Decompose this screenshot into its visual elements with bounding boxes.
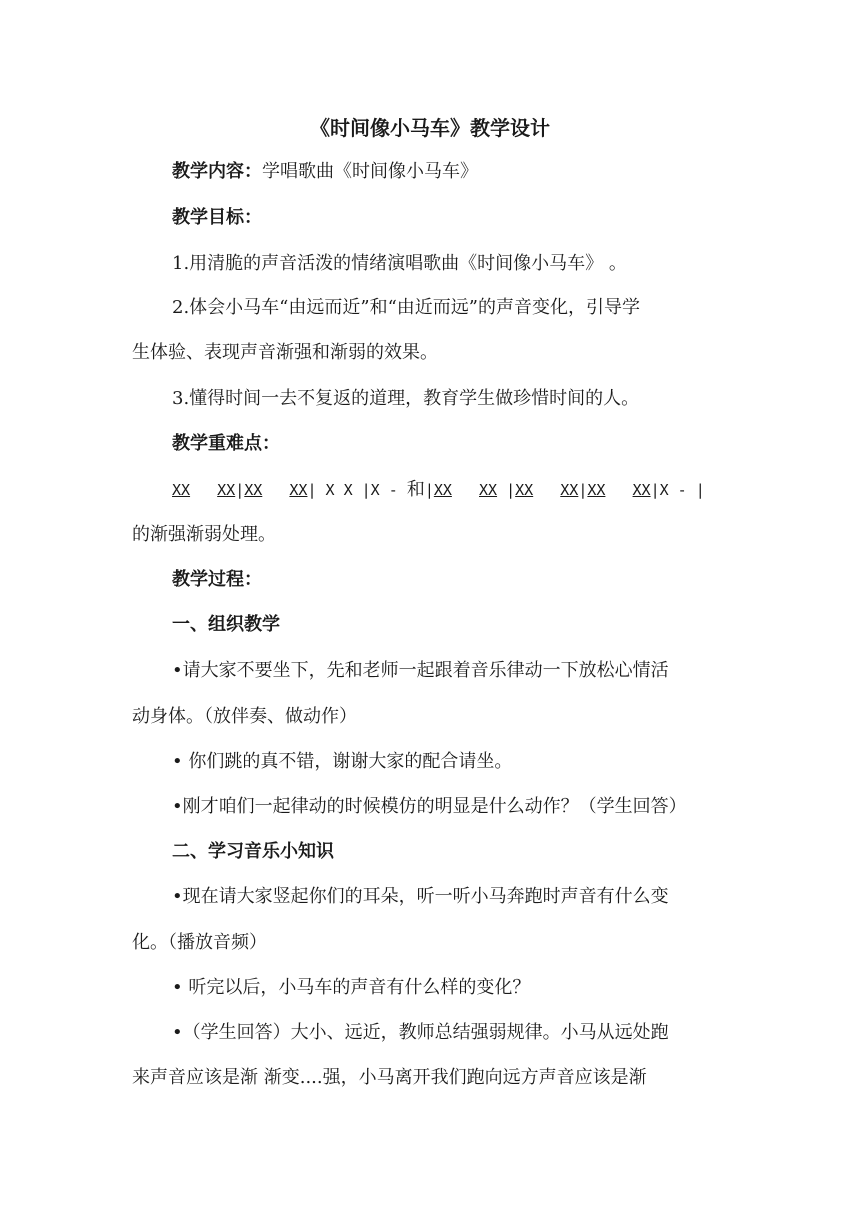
section-1-paragraph-2: • 你们跳的真不错，谢谢大家的配合请坐。	[172, 751, 513, 772]
rhythm-note: XX	[587, 481, 606, 499]
goal-2-line-2: 生体验、表现声音渐强和渐弱的效果。	[132, 342, 438, 363]
rhythm-note: XX	[632, 481, 651, 499]
rhythm-notation-line: XX XX|XX XX| X X |X - 和|XX XX |XX XX|XX XX|X - |	[172, 479, 705, 500]
section-1-paragraph-1-line-1: •请大家不要坐下，先和老师一起跟着音乐律动一下放松心情活	[172, 660, 669, 681]
goal-2-line-1: 2.体会小马车“由远而近”和“由近而远”的声音变化，引导学	[172, 297, 640, 318]
section-2-heading: 二、学习音乐小知识	[172, 841, 334, 862]
teaching-process-label: 教学过程：	[172, 569, 262, 590]
teaching-content-line	[172, 160, 478, 184]
section-2-paragraph-1-line-1: •现在请大家竖起你们的耳朵，听一听小马奔跑时声音有什么变	[172, 886, 669, 907]
key-points-label: 教学重难点：	[172, 433, 280, 454]
rhythm-note: XX	[433, 481, 452, 499]
goal-1: 1.用清脆的声音活泼的情绪演唱歌曲《时间像小马车》 。	[172, 253, 627, 274]
section-2-paragraph-3-line-2: 来声音应该是渐 渐变....强，小马离开我们跑向远方声音应该是渐	[132, 1067, 647, 1088]
rhythm-note: XX	[289, 481, 308, 499]
rhythm-and: 和	[406, 479, 425, 500]
section-1-paragraph-1-line-2: 动身体。（放伴奏、做动作）	[132, 706, 357, 727]
section-2-paragraph-2: • 听完以后，小马车的声音有什么样的变化？	[172, 977, 531, 998]
teaching-content-text: 学唱歌曲《时间像小马车》	[262, 161, 478, 182]
rhythm-note: XX	[479, 481, 498, 499]
rhythm-note: XX	[244, 481, 263, 499]
rhythm-note: XX	[515, 481, 534, 499]
document-title: 《时间像小马车》教学设计	[310, 116, 550, 140]
section-2-paragraph-3-line-1: •（学生回答）大小、远近，教师总结强弱规律。小马从远处跑	[172, 1022, 669, 1043]
teaching-content-label: 教学内容：	[172, 161, 262, 182]
rhythm-note: XX	[172, 481, 191, 499]
teaching-goals-label: 教学目标：	[172, 207, 262, 228]
rhythm-tail: |X - |	[650, 481, 705, 499]
rhythm-rest: | X X |X -	[307, 481, 407, 499]
goal-3: 3.懂得时间一去不复返的道理，教育学生做珍惜时间的人。	[172, 388, 640, 409]
section-2-paragraph-1-line-2: 化。（播放音频）	[132, 932, 267, 953]
rhythm-note: XX	[217, 481, 236, 499]
section-1-paragraph-3: •刚才咱们一起律动的时候模仿的明显是什么动作？（学生回答）	[172, 796, 687, 817]
key-points-line-2: 的渐强渐弱处理。	[132, 524, 276, 545]
section-1-heading: 一、组织教学	[172, 614, 280, 635]
rhythm-note: XX	[560, 481, 579, 499]
